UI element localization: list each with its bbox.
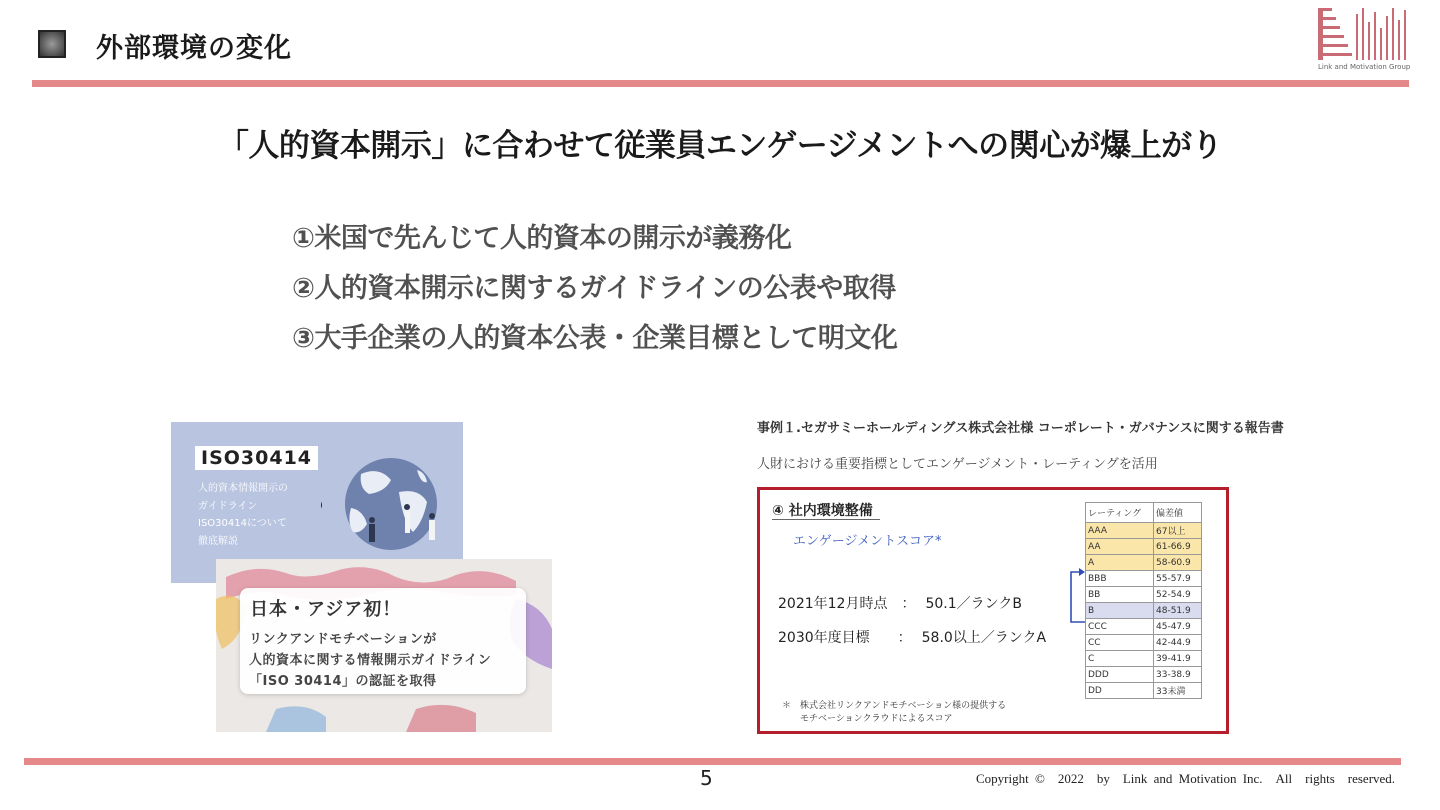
table-cell: 39-41.9: [1154, 651, 1202, 667]
iso-tag: ISO30414: [195, 446, 318, 470]
table-cell: BB: [1086, 587, 1154, 603]
certification-line: 「ISO 30414」の認証を取得: [249, 674, 437, 689]
certification-title: 日本・アジア初！: [250, 599, 402, 620]
table-row: [1086, 571, 1202, 587]
table-cell: DD: [1086, 683, 1154, 699]
point-3: ③大手企業の人的資本公表・企業目標として明文化: [292, 323, 898, 354]
table-row: [1086, 619, 1202, 635]
certification-line: リンクアンドモチベーションが: [249, 632, 437, 647]
table-cell: 42-44.9: [1154, 635, 1202, 651]
table-row: [1086, 603, 1202, 619]
table-cell: B: [1086, 603, 1154, 619]
table-cell: 52-54.9: [1154, 587, 1202, 603]
page-number: 5: [700, 766, 713, 790]
table-cell: 61-66.9: [1154, 539, 1202, 555]
table-row: [1086, 635, 1202, 651]
table-cell: AAA: [1086, 523, 1154, 539]
stat-current-value: 50.1／ランクB: [925, 596, 1022, 612]
iso-desc-line: ISO30414について: [198, 518, 287, 529]
stat-current-label: 2021年12月時点 ：: [778, 596, 916, 612]
point-2: ②人的資本開示に関するガイドラインの公表や取得: [292, 273, 896, 304]
headline: 「人的資本開示」に合わせて従業員エンゲージメントへの関心が爆上がり: [217, 128, 1223, 164]
stat-target: [778, 627, 1046, 647]
table-cell: 48-51.9: [1154, 603, 1202, 619]
table-row: [1086, 523, 1202, 539]
table-cell: CC: [1086, 635, 1154, 651]
table-row: [1086, 555, 1202, 571]
table-cell: C: [1086, 651, 1154, 667]
table-cell: 33-38.9: [1154, 667, 1202, 683]
table-cell: CCC: [1086, 619, 1154, 635]
note-line: モチベーションクラウドによるスコア: [782, 714, 953, 724]
table-row: [1086, 667, 1202, 683]
table-cell: 55-57.9: [1154, 571, 1202, 587]
header-divider: [32, 80, 1409, 87]
stat-target-value: 58.0以上／ランクA: [921, 630, 1047, 646]
table-row: [1086, 539, 1202, 555]
rating-table: [1085, 502, 1202, 699]
case-title: 事例１.セガサミーホールディングス株式会社様 コーポレート・ガバナンスに関する報告書: [757, 421, 1284, 436]
title-marker-icon: [38, 30, 66, 58]
logo-caption: Link and Motivation Group: [1318, 63, 1411, 71]
table-header: レーティング: [1086, 503, 1154, 523]
iso-desc-line: 徹底解説: [198, 535, 238, 547]
certification-callout: [240, 588, 526, 694]
table-cell: A: [1086, 555, 1154, 571]
case-figure: [757, 487, 1229, 734]
copyright: Copyright © 2022 by Link and Motivation Inc. All rights reserved.: [976, 771, 1396, 786]
page-title: 外部環境の変化: [96, 33, 292, 64]
footer-divider: [24, 758, 1401, 765]
table-cell: AA: [1086, 539, 1154, 555]
table-header: 偏差値: [1154, 503, 1202, 523]
table-cell: DDD: [1086, 667, 1154, 683]
table-cell: 33未満: [1154, 683, 1202, 699]
table-cell: 67以上: [1154, 523, 1202, 539]
case-subtitle: 人財における重要指標としてエンゲージメント・レーティングを活用: [757, 457, 1158, 472]
iso-desc-line: ガイドライン: [198, 500, 258, 512]
score-label: エンゲージメントスコア*: [793, 534, 942, 549]
iso-desc-line: 人的資本情報開示の: [198, 483, 288, 494]
table-row: [1086, 651, 1202, 667]
section-underline: [772, 519, 880, 520]
point-1: ①米国で先んじて人的資本の開示が義務化: [292, 223, 792, 254]
section-title: ④ 社内環境整備: [772, 503, 873, 519]
iso-description: [198, 480, 288, 550]
table-header-row: [1086, 503, 1202, 523]
table-row: [1086, 587, 1202, 603]
table-cell: BBB: [1086, 571, 1154, 587]
certification-card-image: [216, 559, 552, 732]
note-line: ＊ 株式会社リンクアンドモチベーション様の提供する: [782, 701, 1007, 711]
certification-line: 人的資本に関する情報開示ガイドライン: [249, 653, 492, 668]
table-cell: 45-47.9: [1154, 619, 1202, 635]
stat-current: [778, 593, 1022, 613]
stat-target-label: 2030年度目標 ：: [778, 630, 912, 646]
rank-arrow-icon: [1065, 566, 1087, 626]
table-row: [1086, 683, 1202, 699]
table-cell: 58-60.9: [1154, 555, 1202, 571]
